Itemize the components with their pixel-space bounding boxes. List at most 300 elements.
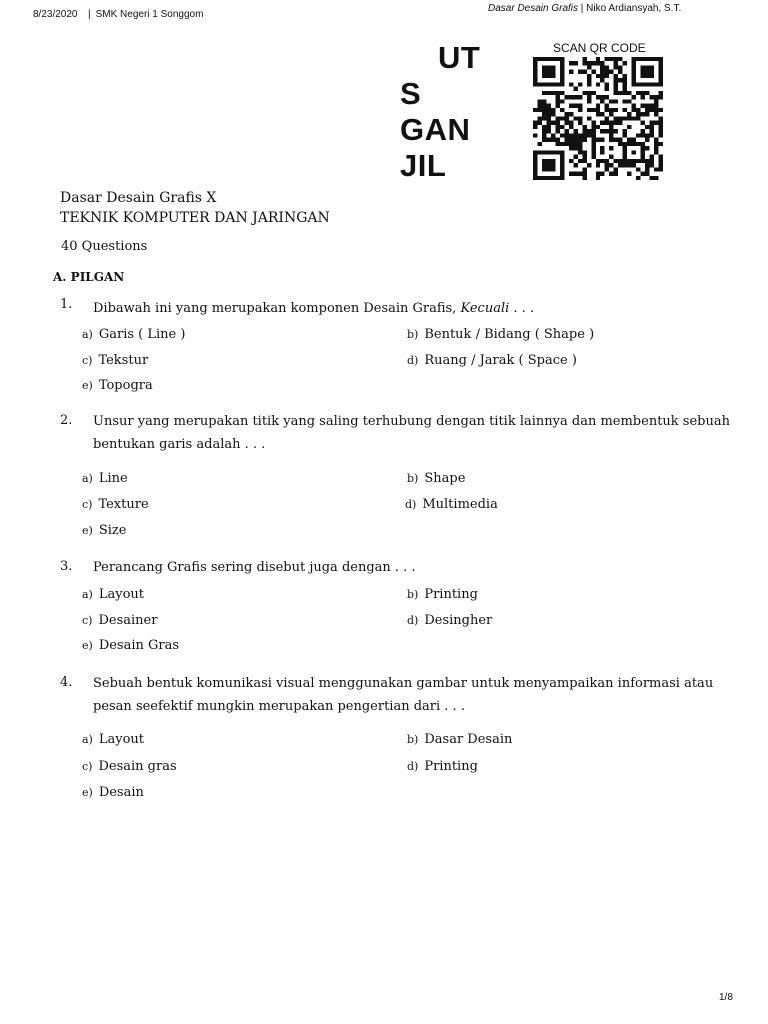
banner-line: GAN	[400, 112, 471, 147]
qr-module	[573, 95, 577, 99]
qr-module	[564, 112, 568, 116]
qr-module	[600, 150, 604, 154]
qr-module	[569, 142, 573, 146]
qr-module	[623, 116, 627, 120]
qr-module	[578, 146, 582, 150]
qr-module	[582, 150, 586, 154]
qr-module	[614, 61, 618, 65]
qr-module	[596, 61, 600, 65]
option-label: a)	[82, 472, 93, 485]
qr-module	[605, 95, 609, 99]
qr-module	[587, 82, 591, 86]
qr-module	[605, 167, 609, 171]
qr-module	[587, 129, 591, 133]
qr-module	[587, 95, 591, 99]
qr-module	[551, 112, 555, 116]
qr-module	[537, 104, 541, 108]
qr-module	[614, 167, 618, 171]
qr-code-icon[interactable]	[533, 57, 663, 180]
qr-module	[654, 138, 658, 142]
header-title	[488, 3, 681, 14]
qr-module	[654, 176, 658, 180]
qr-module	[609, 146, 613, 150]
qr-module	[542, 116, 546, 120]
qr-module	[627, 99, 631, 103]
qr-module	[614, 159, 618, 163]
qr-module	[582, 129, 586, 133]
qr-module	[609, 125, 613, 129]
qr-module	[578, 142, 582, 146]
qr-module	[659, 163, 663, 167]
qr-module	[591, 108, 595, 112]
qr-module	[555, 138, 559, 142]
qr-module	[618, 57, 622, 61]
qr-module	[537, 121, 541, 125]
qr-module	[641, 121, 645, 125]
qr-module	[605, 82, 609, 86]
qr-module	[564, 133, 568, 137]
qr-module	[542, 104, 546, 108]
qr-module	[650, 163, 654, 167]
qr-module	[600, 61, 604, 65]
qr-module	[609, 133, 613, 137]
qr-module	[587, 78, 591, 82]
option-item[interactable]	[82, 353, 148, 368]
qr-module	[659, 142, 663, 146]
option-item[interactable]	[405, 497, 498, 512]
qr-module	[636, 91, 640, 95]
qr-module	[609, 121, 613, 125]
qr-module	[564, 116, 568, 120]
option-text: Desainer	[98, 613, 158, 628]
qr-module	[596, 163, 600, 167]
question-text: Unsur yang merupakan titik yang saling terhubung dengan titik lainnya dan membentuk sebuah bentukan garis adalah . . .	[93, 414, 730, 452]
qr-module	[533, 108, 537, 112]
qr-module	[645, 112, 649, 116]
option-item[interactable]	[82, 471, 128, 486]
option-text: Dasar Desain	[424, 732, 513, 747]
qr-module	[614, 65, 618, 69]
qr-module	[645, 138, 649, 142]
qr-module	[659, 159, 663, 163]
option-item[interactable]	[407, 327, 594, 342]
qr-module	[573, 172, 577, 176]
qr-module	[650, 155, 654, 159]
option-label: b)	[407, 328, 419, 341]
qr-module	[605, 70, 609, 74]
qr-module	[582, 138, 586, 142]
option-label: e)	[82, 639, 93, 652]
qr-module	[564, 142, 568, 146]
option-label: c)	[82, 354, 93, 367]
qr-module	[609, 70, 613, 74]
question-number: 3.	[60, 559, 73, 574]
qr-module	[591, 61, 595, 65]
qr-module	[596, 57, 600, 61]
exam-banner	[400, 40, 480, 184]
qr-module	[609, 108, 613, 112]
qr-module	[560, 125, 564, 129]
qr-module	[627, 116, 631, 120]
qr-module	[569, 133, 573, 137]
qr-module	[650, 121, 654, 125]
qr-module	[632, 150, 636, 154]
qr-module	[618, 70, 622, 74]
qr-module	[636, 112, 640, 116]
subject-title: Dasar Desain Grafis X	[60, 190, 217, 206]
qr-module	[645, 91, 649, 95]
qr-module	[614, 78, 618, 82]
option-label: a)	[82, 588, 93, 601]
qr-module	[569, 82, 573, 86]
qr-module	[591, 129, 595, 133]
qr-module	[600, 70, 604, 74]
option-text: Desain Gras	[98, 638, 180, 653]
option-text: Line	[98, 471, 128, 486]
option-item[interactable]	[407, 353, 577, 368]
qr-module	[591, 70, 595, 74]
option-text: Garis ( Line )	[98, 327, 186, 342]
qr-module	[537, 108, 541, 112]
qr-module	[650, 129, 654, 133]
qr-module	[578, 150, 582, 154]
qr-module	[596, 112, 600, 116]
qr-module	[542, 99, 546, 103]
qr-module	[650, 133, 654, 137]
qr-module	[623, 91, 627, 95]
qr-module	[560, 142, 564, 146]
option-item[interactable]	[407, 732, 512, 747]
qr-module	[623, 163, 627, 167]
qr-module	[600, 74, 604, 78]
option-item[interactable]	[82, 785, 144, 800]
option-label: c)	[82, 614, 93, 627]
qr-module	[573, 116, 577, 120]
qr-module	[623, 133, 627, 137]
qr-module	[569, 95, 573, 99]
qr-module	[614, 108, 618, 112]
qr-module	[605, 121, 609, 125]
qr-module	[591, 146, 595, 150]
qr-module	[546, 116, 550, 120]
qr-module	[546, 121, 550, 125]
qr-module	[654, 167, 658, 171]
option-text: Desain	[98, 785, 144, 800]
qr-module	[591, 150, 595, 154]
qr-module	[636, 133, 640, 137]
qr-module	[659, 121, 663, 125]
qr-module	[627, 163, 631, 167]
qr-module	[605, 87, 609, 91]
page-number: 1/8	[719, 992, 733, 1003]
header-subject: Dasar Desain Grafis	[488, 3, 579, 14]
qr-module	[609, 57, 613, 61]
qr-module	[659, 155, 663, 159]
header-date: 8/23/2020	[33, 9, 78, 20]
option-label: b)	[407, 472, 419, 485]
qr-module	[600, 95, 604, 99]
program-title: TEKNIK KOMPUTER DAN JARINGAN	[60, 210, 330, 226]
qr-module	[551, 133, 555, 137]
option-label: a)	[82, 328, 93, 341]
qr-module	[654, 142, 658, 146]
qr-module	[614, 116, 618, 120]
qr-module	[582, 159, 586, 163]
qr-module	[582, 91, 586, 95]
option-item[interactable]	[82, 378, 153, 393]
qr-module	[636, 116, 640, 120]
option-label: b)	[407, 733, 419, 746]
qr-module	[614, 121, 618, 125]
question-count: 40 Questions	[61, 239, 148, 254]
qr-module	[609, 99, 613, 103]
qr-module	[632, 95, 636, 99]
qr-module	[654, 146, 658, 150]
qr-module	[659, 133, 663, 137]
qr-module	[618, 163, 622, 167]
qr-module	[587, 65, 591, 69]
qr-module	[618, 138, 622, 142]
qr-module	[578, 95, 582, 99]
qr-module	[582, 167, 586, 171]
qr-module	[551, 108, 555, 112]
qr-module	[582, 155, 586, 159]
qr-module	[573, 155, 577, 159]
qr-module	[587, 91, 591, 95]
qr-module	[582, 125, 586, 129]
question-text	[93, 297, 753, 320]
option-label: d)	[407, 354, 419, 367]
question-text-tail: . . .	[509, 301, 535, 316]
qr-module	[542, 133, 546, 137]
qr-module	[609, 129, 613, 133]
qr-module	[600, 65, 604, 69]
question-text: Perancang Grafis sering disebut juga dengan . . .	[93, 560, 416, 575]
qr-module	[546, 138, 550, 142]
qr-module	[551, 121, 555, 125]
qr-module	[560, 133, 564, 137]
option-item[interactable]	[82, 732, 144, 747]
qr-module	[551, 91, 555, 95]
qr-module	[659, 129, 663, 133]
qr-module	[650, 159, 654, 163]
header-school: | SMK Negeri 1 Songgom	[88, 9, 203, 20]
qr-module	[623, 129, 627, 133]
qr-module	[596, 74, 600, 78]
qr-module	[600, 121, 604, 125]
option-label: a)	[82, 733, 93, 746]
qr-module	[623, 74, 627, 78]
qr-module	[596, 138, 600, 142]
qr-module	[542, 91, 546, 95]
qr-module	[555, 104, 559, 108]
qr-module	[578, 116, 582, 120]
qr-module	[533, 121, 537, 125]
qr-module	[555, 129, 559, 133]
qr-module	[614, 57, 618, 61]
qr-module	[542, 138, 546, 142]
option-text: Tekstur	[98, 353, 149, 368]
qr-label: SCAN QR CODE	[553, 41, 646, 55]
qr-module	[636, 176, 640, 180]
qr-module	[578, 104, 582, 108]
qr-module	[555, 99, 559, 103]
qr-module	[569, 125, 573, 129]
qr-module	[587, 108, 591, 112]
qr-module	[632, 104, 636, 108]
qr-module	[627, 125, 631, 129]
qr-module	[650, 104, 654, 108]
qr-module	[618, 65, 622, 69]
qr-module	[596, 172, 600, 176]
qr-module	[578, 70, 582, 74]
qr-module	[573, 142, 577, 146]
qr-module	[609, 138, 613, 142]
qr-module	[582, 133, 586, 137]
qr-module	[614, 74, 618, 78]
qr-module	[614, 172, 618, 176]
qr-module	[605, 108, 609, 112]
qr-module	[618, 78, 622, 82]
qr-module	[600, 172, 604, 176]
qr-module	[605, 104, 609, 108]
qr-module	[569, 146, 573, 150]
qr-module	[596, 159, 600, 163]
qr-module	[645, 163, 649, 167]
qr-module	[537, 116, 541, 120]
banner-line: UT	[438, 40, 481, 75]
option-item[interactable]	[82, 587, 144, 602]
qr-module	[600, 99, 604, 103]
option-item[interactable]	[82, 327, 185, 342]
qr-module	[654, 95, 658, 99]
option-item[interactable]	[407, 587, 478, 602]
qr-module	[623, 61, 627, 65]
qr-module	[605, 163, 609, 167]
qr-module	[623, 82, 627, 86]
option-text: Desingher	[424, 613, 493, 628]
option-label: c)	[82, 760, 93, 773]
qr-module	[632, 116, 636, 120]
option-label: e)	[82, 786, 93, 799]
qr-module	[578, 138, 582, 142]
qr-module	[618, 159, 622, 163]
qr-module	[654, 104, 658, 108]
qr-module	[578, 108, 582, 112]
qr-module	[596, 176, 600, 180]
qr-module	[659, 95, 663, 99]
qr-module	[578, 172, 582, 176]
qr-module	[605, 129, 609, 133]
qr-module	[627, 172, 631, 176]
qr-module	[641, 91, 645, 95]
qr-module	[537, 142, 541, 146]
option-item[interactable]	[82, 523, 126, 538]
option-item[interactable]	[82, 497, 149, 512]
qr-module	[569, 61, 573, 65]
qr-module	[650, 108, 654, 112]
qr-module	[578, 159, 582, 163]
qr-module	[573, 61, 577, 65]
qr-module	[623, 78, 627, 82]
qr-module	[542, 159, 555, 172]
qr-module	[564, 95, 568, 99]
option-label: d)	[407, 614, 419, 627]
option-text: Bentuk / Bidang ( Shape )	[424, 327, 595, 342]
option-item[interactable]	[407, 759, 478, 774]
qr-module	[623, 87, 627, 91]
qr-module	[564, 121, 568, 125]
qr-module	[591, 138, 595, 142]
qr-module	[641, 112, 645, 116]
qr-module	[564, 129, 568, 133]
qr-module	[573, 146, 577, 150]
qr-module	[596, 125, 600, 129]
qr-module	[555, 121, 559, 125]
qr-module	[645, 159, 649, 163]
qr-module	[627, 112, 631, 116]
qr-module	[645, 146, 649, 150]
qr-module	[641, 133, 645, 137]
qr-module	[609, 155, 613, 159]
qr-module	[596, 104, 600, 108]
qr-module	[605, 57, 609, 61]
option-label: c)	[82, 498, 93, 511]
qr-module	[659, 116, 663, 120]
qr-module	[555, 125, 559, 129]
option-item[interactable]	[82, 613, 157, 628]
qr-module	[650, 176, 654, 180]
option-label: b)	[407, 588, 419, 601]
qr-module	[600, 112, 604, 116]
question-number: 2.	[60, 413, 73, 428]
option-item[interactable]	[82, 759, 177, 774]
option-item[interactable]	[82, 638, 179, 653]
option-label: e)	[82, 524, 93, 537]
section-title: A. PILGAN	[53, 270, 125, 284]
qr-module	[645, 172, 649, 176]
qr-module	[600, 159, 604, 163]
qr-module	[623, 99, 627, 103]
qr-module	[587, 116, 591, 120]
qr-module	[546, 129, 550, 133]
qr-module	[555, 95, 559, 99]
qr-module	[627, 138, 631, 142]
qr-module	[645, 167, 649, 171]
qr-module	[636, 167, 640, 171]
qr-module	[578, 121, 582, 125]
qr-module	[560, 116, 564, 120]
qr-module	[560, 108, 564, 112]
banner-line: S	[400, 76, 422, 111]
qr-module	[650, 95, 654, 99]
qr-module	[582, 61, 586, 65]
qr-module	[591, 142, 595, 146]
qr-module	[596, 95, 600, 99]
option-item[interactable]	[407, 471, 465, 486]
option-text: Topogra	[98, 378, 153, 393]
qr-module	[645, 133, 649, 137]
qr-module	[546, 104, 550, 108]
qr-module	[609, 163, 613, 167]
qr-module	[596, 82, 600, 86]
qr-module	[609, 112, 613, 116]
qr-module	[555, 116, 559, 120]
qr-module	[542, 108, 546, 112]
question-number: 4.	[60, 675, 73, 690]
option-item[interactable]	[407, 613, 492, 628]
qr-module	[533, 133, 537, 137]
